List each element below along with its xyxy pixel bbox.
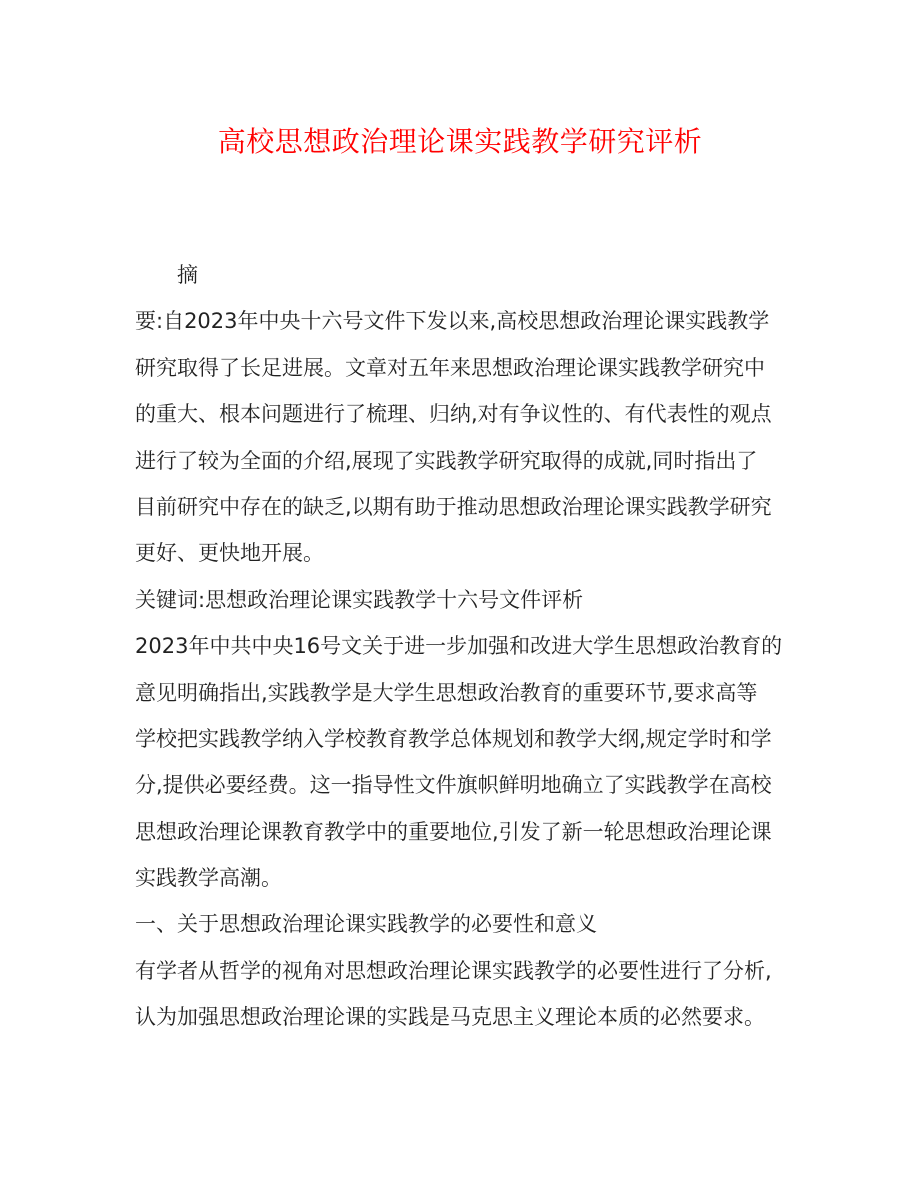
document-title: 高校思想政治理论课实践教学研究评析 — [217, 125, 703, 158]
document-body — [135, 252, 785, 1041]
intro-line: 思想政治理论课教育教学中的重要地位,引发了新一轮思想政治理论课 — [135, 819, 772, 844]
section-1-heading-paragraph — [135, 901, 785, 947]
keywords-paragraph — [135, 577, 785, 623]
intro-paragraph — [135, 623, 785, 901]
section-1-paragraph — [135, 948, 785, 1041]
intro-line: 意见明确指出,实践教学是大学生思想政治教育的重要环节,要求高等 — [135, 680, 758, 705]
intro-line: 2023年中共中央16号文关于进一步加强和改进大学生思想政治教育的 — [135, 634, 783, 659]
abstract-label: 摘 — [177, 263, 198, 287]
abstract-paragraph — [135, 252, 785, 577]
keywords-line: 关键词:思想政治理论课实践教学十六号文件评析 — [135, 587, 584, 612]
abstract-line: 目前研究中存在的缺乏,以期有助于推动思想政治理论课实践教学研究 — [135, 494, 772, 519]
section-1-line: 认为加强思想政治理论课的实践是马克思主义理论本质的必然要求。 — [135, 1005, 765, 1030]
abstract-line: 进行了较为全面的介绍,展现了实践教学研究取得的成就,同时指出了 — [135, 448, 758, 473]
abstract-line: 要:自2023年中央十六号文件下发以来,高校思想政治理论课实践教学 — [135, 309, 770, 334]
abstract-line: 更好、更快地开展。 — [135, 541, 324, 566]
intro-line: 实践教学高潮。 — [135, 866, 282, 891]
section-1-line: 有学者从哲学的视角对思想政治理论课实践教学的必要性进行了分析, — [135, 958, 772, 983]
abstract-line: 的重大、根本问题进行了梳理、归纳,对有争议性的、有代表性的观点 — [135, 402, 772, 427]
intro-line: 学校把实践教学纳入学校教育教学总体规划和教学大纲,规定学时和学 — [135, 726, 772, 751]
abstract-line: 研究取得了长足进展。文章对五年来思想政治理论课实践教学研究中 — [135, 355, 765, 380]
intro-line: 分,提供必要经费。这一指导性文件旗帜鲜明地确立了实践教学在高校 — [135, 773, 772, 798]
section-1-heading: 一、关于思想政治理论课实践教学的必要性和意义 — [135, 912, 597, 937]
